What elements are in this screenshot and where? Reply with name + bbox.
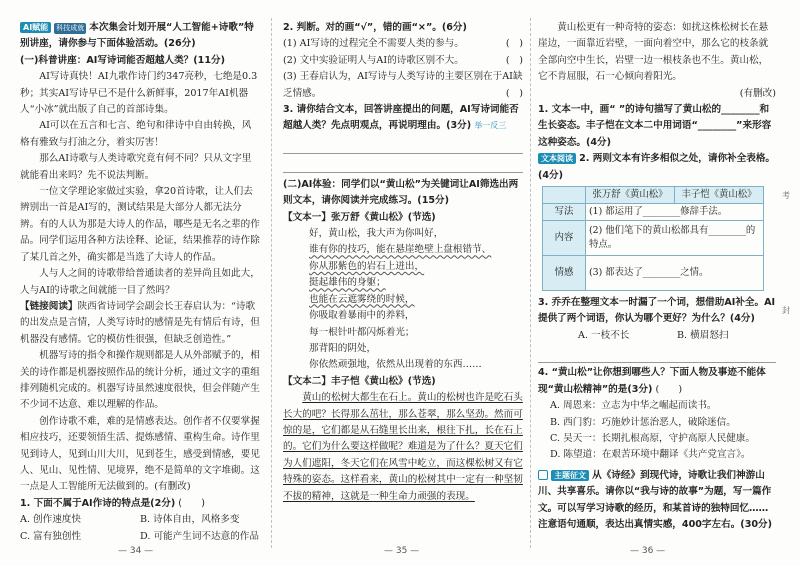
side-char: 考 — [782, 191, 790, 200]
poem-line: 好，黄山松，我大声为你叫好， — [309, 228, 444, 240]
question-2: 2. 判断。对的画“√”，错的画“×”。(6分) — [283, 22, 467, 33]
question-2: 文本阅读 2. 两则文本有许多相似之处，请你补全表格。(4分) — [538, 153, 776, 181]
paragraph: 一位文学理论家做过实验，拿20首诗歌，让人们去辨别出一首是AI写的，测试结果是大部分人都无法分辨。有的人认为那是大诗人的作品，哪些是无名之辈的作品。同学们运用各种方法诠释、论证，结果推荐的诗作除了某几首之外，确实都是当选了大诗人的作品。 — [20, 186, 260, 263]
essay-prompt — [538, 468, 776, 534]
text1-title: 【文本一】张万舒《黄山松》(节选) — [283, 211, 436, 223]
question-4: 4. “黄山松”让你想到哪些人？下面人物及事迹不能体现“黄山松精神”的是(3分) ( ) — [538, 365, 776, 398]
poem-line: 你依然顽强地，依然从出现着的东西…… — [309, 359, 482, 371]
poem-line: 你吸取着暴雨中的养料， — [309, 310, 415, 322]
column-divider — [271, 18, 272, 548]
judge-paren[interactable]: ( ) — [505, 87, 523, 99]
answer-line[interactable] — [283, 137, 523, 154]
row-content[interactable]: (2) 他们笔下的黄山松都具有________的特点。 — [586, 221, 764, 256]
comparison-table — [542, 186, 764, 291]
essay-text: 从《诗经》到现代诗，诗歌让我们神游山川、共享喜乐。请你以“我与诗的故事”为题，写一篇作文。可以写学习诗歌的经历，和某首诗的独特回忆……注意语句通顺，表达出真情实感，400字左右。(30分) — [538, 469, 773, 530]
link-text: 陕西省诗词学会副会长王春启认为：“诗歌的出发点是言情，人类写诗时的感情是先有情后有诗，但机器没有感情。它的模仿性很强，但缺乏创造性。” — [20, 300, 260, 345]
table-row — [543, 256, 764, 291]
table-row — [543, 204, 764, 221]
judge-paren[interactable]: ( ) — [505, 38, 523, 50]
poem-line: 你从那紫色的岩石上迸出， — [309, 260, 425, 272]
prose: 黄山的松树大都生在石上。黄山的松树也许是吃石头长大的吧？长得那么茁壮，那么苍翠，那么坚劲。然而可惊的是，它们都是从石缝里长出来，根往下扎，长在石上的。它们为什么要这样做呢？难道是为了什么？夏天它们为人们遮阳，冬天它们在风雪中屹立，而这棵松树又有它特殊的姿态。这样看来，黄山的松树其中一定有一种坚韧不拔的精神，这就是一种生命力顽强的表现。 — [283, 392, 523, 502]
table-row — [543, 221, 764, 256]
poem-line: 谁有你的技巧，能在悬崖绝壁上盘根错节、 — [309, 244, 492, 256]
table-header: 张万舒《黄山松》 — [586, 187, 675, 204]
answer-line[interactable] — [283, 156, 523, 173]
option-d[interactable]: D. 可能产生词不达意的作品 — [140, 530, 259, 542]
option-b[interactable]: B. 西门豹：巧施妙计惩治恶人，破除迷信。 — [550, 416, 736, 428]
link-label: 【链接阅读】 — [20, 300, 78, 312]
answer-paren[interactable]: ( ) — [655, 383, 683, 395]
prose-continued: 黄山松更有一种奇特的姿态：如扰这株松树长在悬崖边，一面靠近岩壁，一面向着空中，那么它的枝条就全部向空中生长，岩壁一边一根枝条也不生。黄山松，它不肯屈服，石一心倾向着阳光。 — [538, 22, 769, 83]
paragraph: 机器写诗的指令和操作规则都是人从外部赋予的，相关的诗作都是机器按照作品的统计分析，通过文字的重组排列随机完成的。机器写诗虽然速度很快，但会伴随产生不少词不达意、难以理解的作品。 — [20, 350, 260, 411]
poem-line: 也能在云遮雾绕的时候， — [309, 293, 415, 305]
source-note: (有删改) — [739, 87, 776, 99]
judge-paren[interactable]: ( ) — [505, 54, 523, 66]
column-right — [538, 20, 776, 533]
paragraph: 创作诗歌不难，难的是情感表达。创作者不仅要掌握相应技巧，还要领悟生活、提炼感情、重构生命。诗作里见到诗人，见到山川大川，见到苍生，感受到情感，要见人、见山、见性情、见境界，绝不是简单的文字堆砌。这一点是人工智能所无法做到的。(有删改) — [20, 415, 260, 493]
option-c[interactable]: C. 吴天一：长期扎根高原，守护高原人民健康。 — [550, 432, 755, 444]
options — [538, 328, 776, 344]
side-char: 封 — [782, 306, 790, 315]
poem-line: 挺起雄伟的身躯； — [309, 277, 386, 289]
option-a[interactable]: A. 周恩来：立志为中华之崛起而读书。 — [550, 400, 717, 412]
reading-tag: 文本阅读 — [538, 153, 576, 164]
row-label: 内容 — [543, 221, 586, 256]
question-1: 1. 文本一中，画“ ”的诗句描写了黄山松的________和生长姿态。丰子恺在文本二中用词语“________”来形容这种姿态。(4分) — [538, 104, 772, 148]
paragraph: 那么AI诗歌与人类诗歌究竟有何不同？只从文字里就能看出来吗？先不说法判断。 — [20, 153, 252, 181]
pen-icon — [538, 470, 548, 480]
poem-line: 每一根针叶都闪烁着光； — [309, 326, 415, 338]
option-b[interactable]: B. 横眉怒扫 — [677, 329, 729, 341]
text2-title: 【文本二】丰子恺《黄山松》(节选) — [283, 375, 436, 387]
table-header-row — [543, 187, 764, 204]
section-title: (二)AI体验：同学们以“黄山松”为关键词让AI筛选出两则文本，请你阅读并完成练习。(15分) — [283, 178, 519, 207]
essay-tag: 主题征文 — [551, 470, 589, 481]
poem-line: 那背阳的阴处， — [309, 342, 377, 354]
row-label: 情感 — [543, 256, 586, 291]
header-text: 本次集会计划开展“人工智能+诗歌”特别讲座，请你参与下面体验活动。(26分) — [20, 22, 254, 50]
question-3: 3. 请你结合文本，回答讲座提出的问题，AI写诗词能否超越人类？先点明观点，再说明理由。(3分) 举一反三 — [283, 104, 519, 132]
option-b[interactable]: B. 诗体自由，风格多变 — [140, 514, 240, 526]
question-1: 1. 下面不属于AI作诗的特点是(2分) ( ) — [20, 496, 260, 512]
option-d[interactable]: D. 陈望道：在艰苦环境中翻译《共产党宣言》。 — [550, 449, 751, 461]
options — [20, 512, 260, 545]
ai-tag: AI赋能 — [20, 22, 51, 33]
column-middle — [283, 20, 523, 505]
header — [20, 20, 260, 53]
answer-paren[interactable]: ( ) — [178, 497, 205, 509]
column-left — [20, 20, 260, 545]
q3-tag: 举一反三 — [474, 121, 507, 131]
option-a[interactable]: A. 一枝不长 — [578, 329, 630, 341]
column-divider — [530, 18, 531, 548]
table-header: 丰子恺《黄山松》 — [674, 187, 763, 204]
poem — [283, 226, 523, 374]
judge-item: (3) 王春启认为，AI写诗与人类写诗的主要区别在于AI缺乏情感。 ( ) — [283, 69, 523, 102]
option-a[interactable]: A. 创作速度快 — [20, 514, 81, 526]
tech-tag: 科技成就 — [56, 24, 85, 32]
judge-item: (1) AI写诗的过程完全不需要人类的参与。 ( ) — [283, 36, 523, 52]
page-number: — 34 — — [118, 546, 154, 556]
paragraph: 人与人之间的诗歌带给普通读者的差异尚且如此大，人与AI的诗歌之间就能一目了然吗？ — [20, 268, 260, 296]
link-reading — [20, 299, 260, 348]
option-c[interactable]: C. 富有独创性 — [20, 530, 82, 542]
page-number: — 35 — — [384, 546, 420, 556]
judge-item: (2) 文中实验证明人与AI的诗歌区别不大。 ( ) — [283, 53, 523, 69]
section-title: (一)科普讲座：AI写诗词能否超越人类？(11分) — [20, 54, 225, 66]
paragraph: AI可以在五言和七言、绝句和律诗中自由转换，风格有雅致与打油之分，着实厉害！ — [20, 120, 252, 148]
paragraph: AI写诗真快！AI九歌作诗门约347亮秒，七绝是0.3秒；其实AI写诗早已不是什么新鲜事，2017年AI机器人“小冰”就出版了自己的首部诗集。 — [20, 71, 258, 116]
page-number: — 36 — — [630, 546, 666, 556]
row-content[interactable]: (3) 都表达了________之情。 — [586, 256, 764, 291]
table-header — [543, 187, 586, 204]
answer-line[interactable] — [538, 346, 776, 363]
row-label: 写法 — [543, 204, 586, 221]
question-3: 3. 乔乔在整理文本一时漏了一个词，想借助AI补全。AI提供了两个词语，你认为哪个更好？为什么？(4分) — [538, 297, 776, 325]
row-content[interactable]: (1) 都运用了________修辞手法。 — [586, 204, 764, 221]
